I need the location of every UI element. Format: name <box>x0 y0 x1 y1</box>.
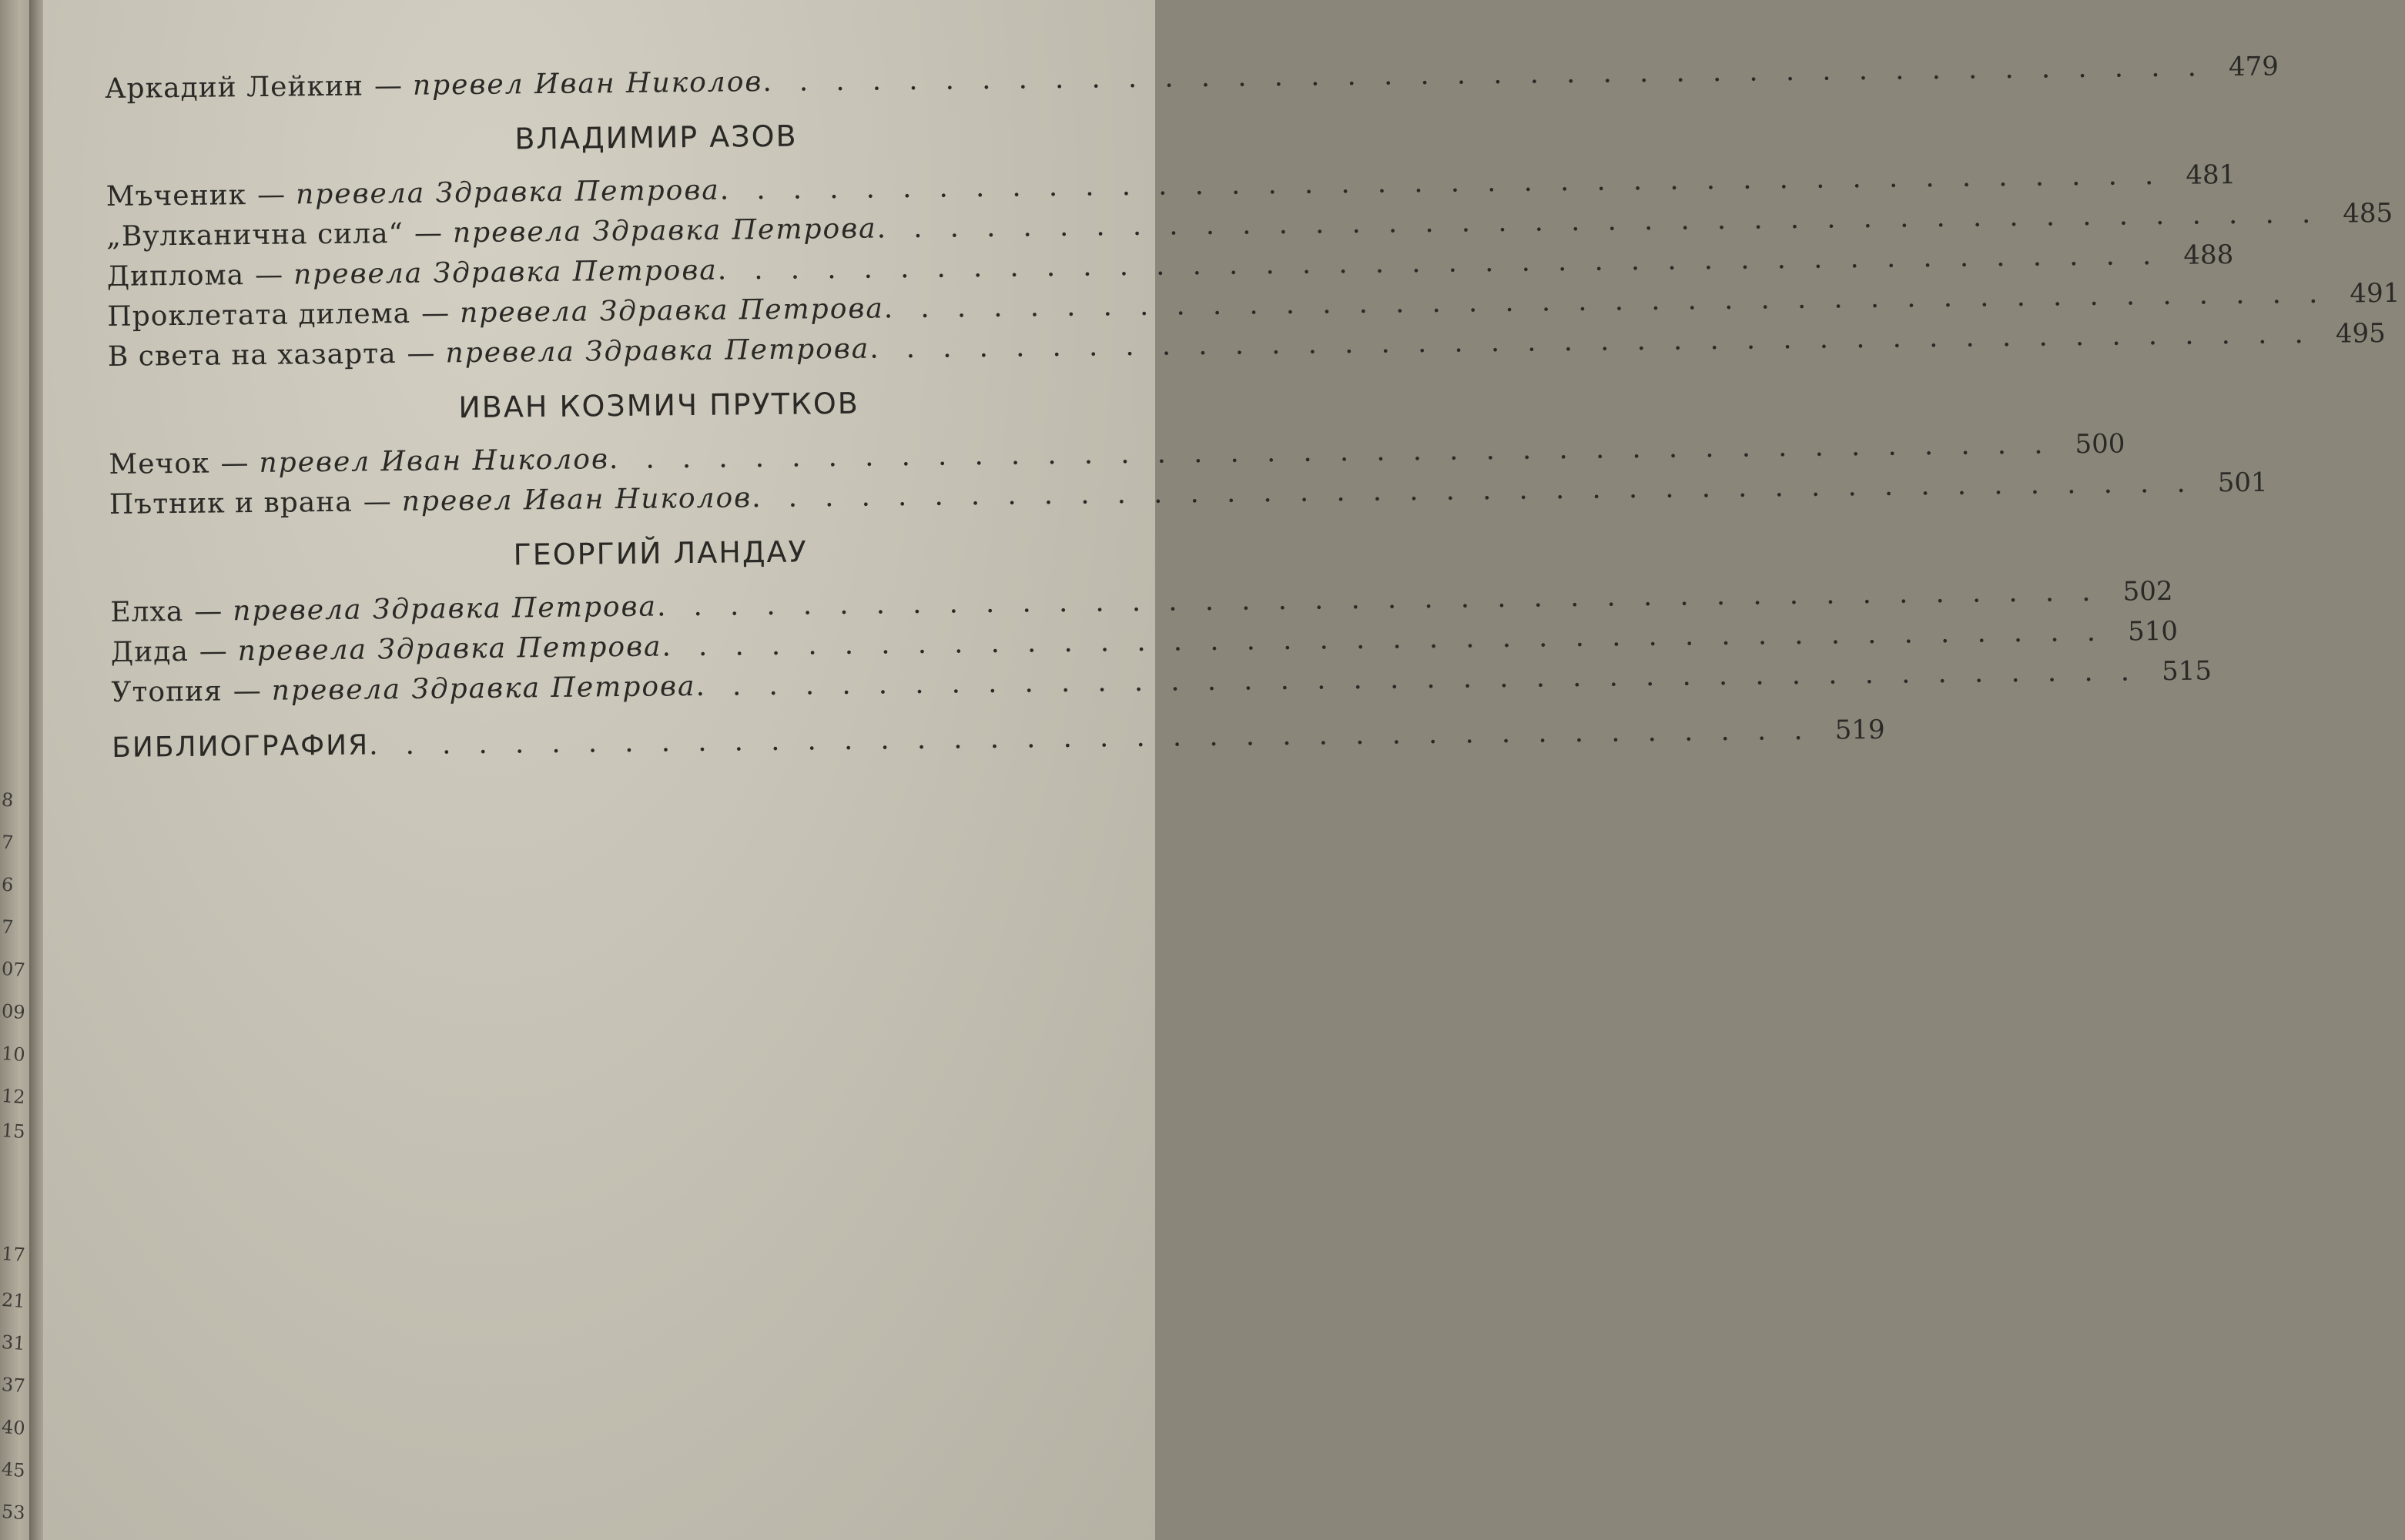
dot-leader: ........................................ <box>368 714 1831 762</box>
entry-translator: превела Здравка Петрова <box>271 671 696 707</box>
entry-translator: превела Здравка Петрова <box>237 631 662 668</box>
edge-page-number: 37 <box>1 1373 26 1398</box>
entry-dash: — <box>407 337 435 370</box>
entry-page-number: 479 <box>2228 51 2279 83</box>
entry-translator: превела Здравка Петрова <box>452 213 877 249</box>
book-page <box>43 0 2400 1540</box>
dot-leader: ........................................ <box>876 197 2339 245</box>
entry-page-number: 485 <box>2343 197 2393 229</box>
entry-translator: превела Здравка Петрова <box>293 254 718 291</box>
edge-page-number: 45 <box>1 1458 26 1482</box>
entry-translator: превела Здравка Петрова <box>233 591 658 628</box>
edge-page-number: 53 <box>1 1500 26 1525</box>
dot-leader: ........................................ <box>608 428 2071 476</box>
entry-translator: превел Иван Николов <box>401 482 752 517</box>
entry-dash: — <box>199 635 228 668</box>
entry-page-number: 519 <box>1834 714 1885 746</box>
entry-translator: превел Иван Николов <box>259 444 610 479</box>
edge-page-number: 8 <box>1 788 15 812</box>
entry-dash: — <box>414 217 443 249</box>
section-heading: ИВАН КОЗМИЧ ПРУТКОВ <box>458 386 860 425</box>
section-heading: ГЕОРГИЙ ЛАНДАУ <box>513 534 808 572</box>
dot-leader: ........................................ <box>719 159 2182 206</box>
edge-page-number: 17 <box>1 1242 26 1267</box>
entry-page-number: 500 <box>2075 428 2125 460</box>
edge-page-number: 07 <box>1 957 26 982</box>
edge-page-number: 10 <box>1 1042 26 1066</box>
section-heading: ВЛАДИМИР АЗОВ <box>514 119 798 156</box>
entry-dash: — <box>220 447 249 480</box>
entry-title: Мъченик <box>106 179 247 213</box>
entry-title: „Вулканична сила“ <box>106 217 404 253</box>
table-of-contents <box>105 51 2400 768</box>
edge-page-number: 7 <box>1 831 15 854</box>
entry-translator: превела Здравка Петрова <box>459 293 885 330</box>
entry-title: Аркадий Лейкин <box>105 70 364 105</box>
edge-page-number: 09 <box>1 999 26 1024</box>
entry-title: В света на хазарта <box>107 338 397 373</box>
entry-translator: превела Здравка Петрова <box>295 174 720 211</box>
entry-page-number: 510 <box>2127 615 2179 648</box>
dot-leader: ........................................ <box>695 655 2158 703</box>
entry-title: Дида <box>110 635 189 668</box>
dot-leader: ........................................ <box>717 239 2179 286</box>
entry-title: Диплома <box>106 259 245 293</box>
entry-page-number: 488 <box>2183 239 2234 271</box>
entry-title: Пътник и врана <box>109 486 353 521</box>
toc-entry-bibliography <box>112 714 1885 768</box>
dot-leader: ........................................ <box>762 51 2225 99</box>
dot-leader: ........................................ <box>662 615 2124 663</box>
edge-page-number: 31 <box>1 1331 26 1355</box>
dot-leader: ........................................ <box>869 317 2332 365</box>
edge-page-number: 21 <box>1 1288 26 1313</box>
entry-page-number: 491 <box>2350 277 2400 310</box>
edge-page-number: 7 <box>1 916 15 939</box>
entry-page-number: 481 <box>2186 159 2236 191</box>
edge-page-number: 12 <box>1 1084 26 1109</box>
dot-leader: ........................................ <box>751 467 2213 514</box>
entry-page-number: 495 <box>2335 318 2386 350</box>
edge-page-number: 15 <box>1 1119 26 1143</box>
edge-page-number: 6 <box>1 873 15 896</box>
toc-entry <box>105 51 2279 109</box>
entry-dash: — <box>194 595 223 628</box>
dot-leader: ........................................ <box>656 575 2119 623</box>
entry-title: БИБЛИОГРАФИЯ <box>112 729 370 764</box>
entry-translator: превела Здравка Петрова <box>445 333 870 370</box>
entry-translator: превел Иван Николов <box>412 66 763 102</box>
entry-title: Проклетата дилема <box>107 297 411 333</box>
entry-page-number: 515 <box>2161 655 2212 688</box>
entry-dash: — <box>363 486 391 518</box>
entry-dash: — <box>254 259 283 291</box>
entry-page-number: 502 <box>2122 575 2173 608</box>
entry-title: Мечок <box>109 447 210 480</box>
entry-page-number: 501 <box>2217 467 2268 499</box>
entry-title: Елха <box>110 595 184 628</box>
entry-dash: — <box>233 675 261 708</box>
dot-leader: ........................................ <box>883 277 2346 325</box>
entry-title: Утопия <box>111 675 223 708</box>
entry-dash: — <box>420 297 450 330</box>
edge-page-number: 40 <box>1 1415 26 1440</box>
entry-dash: — <box>256 179 286 211</box>
entry-dash: — <box>373 69 403 102</box>
